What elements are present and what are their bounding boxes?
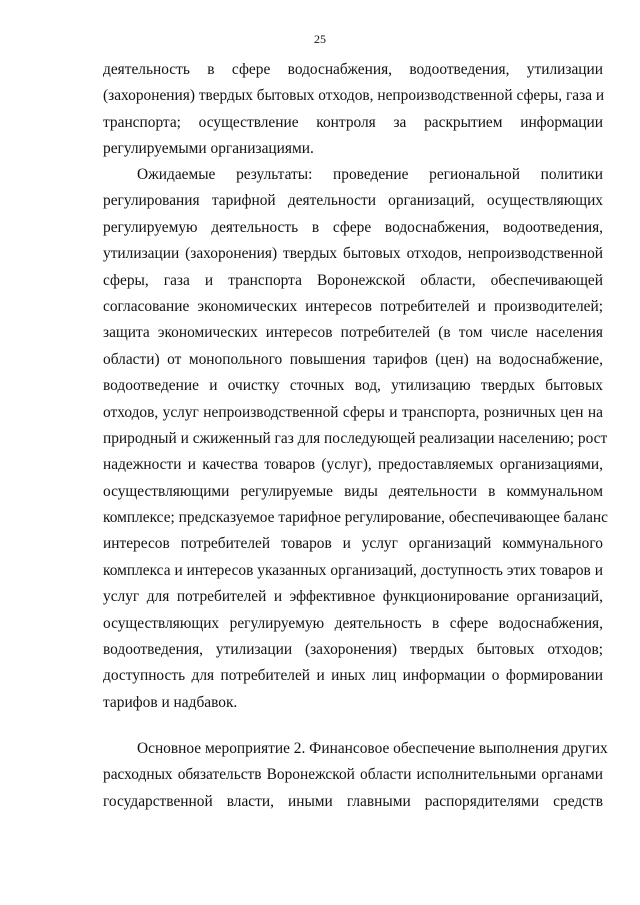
- text-line: деятельность в сфере водоснабжения, водоотведения, утилизации: [103, 61, 603, 78]
- text-line: доступность для потребителей и иных лиц информации о формировании: [103, 667, 603, 685]
- page-number: 25: [314, 32, 326, 46]
- text-line: утилизации (захоронения) твердых бытовых отходов, непроизводственной: [103, 245, 603, 263]
- text-line: комплексе; предсказуемое тарифное регулирование, обеспечивающее баланс: [103, 509, 608, 527]
- text-line: (захоронения) твердых бытовых отходов, непроизводственной сферы, газа и: [103, 87, 605, 105]
- text-line: регулирования тарифной деятельности организаций, осуществляющих: [103, 192, 603, 210]
- text-line: государственной власти, иными главными распорядителями средств: [103, 792, 603, 810]
- text-line: Ожидаемые результаты: проведение региональной политики: [137, 166, 603, 183]
- paragraph-expected-results: [103, 162, 608, 716]
- text-line: отходов, услуг непроизводственной сферы и транспорта, розничных цен на: [103, 403, 603, 421]
- text-line: транспорта; осуществление контроля за раскрытием информации: [103, 113, 603, 131]
- text-line: сферы, газа и транспорта Воронежской области, обеспечивающей: [103, 271, 603, 289]
- paragraph-main-activity-2: [103, 736, 608, 815]
- paragraph-activity-scope: [103, 57, 603, 163]
- text-line: надежности и качества товаров (услуг), предоставляемых организациями,: [103, 456, 603, 474]
- text-line: комплекса и интересов указанных организаций, доступность этих товаров и: [103, 561, 603, 579]
- text-line: природный и сжиженный газ для последующей реализации населению; рост: [103, 429, 608, 447]
- text-line: водоотведение и очистку сточных вод, утилизацию твердых бытовых: [103, 377, 603, 395]
- text-line: Основное мероприятие 2. Финансовое обеспечение выполнения других: [137, 740, 608, 757]
- text-line: тарифов и надбавок.: [103, 693, 238, 711]
- text-line: услуг для потребителей и эффективное функционирование организаций,: [103, 588, 603, 606]
- text-line: интересов потребителей товаров и услуг организаций коммунального: [103, 535, 603, 553]
- text-line: защита экономических интересов потребителей (в том числе населения: [103, 324, 603, 342]
- text-line: осуществляющими регулируемые виды деятельности в коммунальном: [103, 482, 603, 500]
- text-line: регулируемую деятельность в сфере водоснабжения, водоотведения,: [103, 218, 603, 236]
- text-line: области) от монопольного повышения тарифов (цен) на водоснабжение,: [103, 350, 603, 368]
- text-line: согласование экономических интересов потребителей и производителей;: [103, 297, 603, 315]
- text-line: расходных обязательств Воронежской области исполнительными органами: [103, 766, 603, 784]
- text-line: водоотведения, утилизации (захоронения) твердых бытовых отходов;: [103, 641, 603, 659]
- text-line: осуществляющих регулируемую деятельность в сфере водоснабжения,: [103, 614, 603, 632]
- text-line: регулируемыми организациями.: [103, 140, 314, 158]
